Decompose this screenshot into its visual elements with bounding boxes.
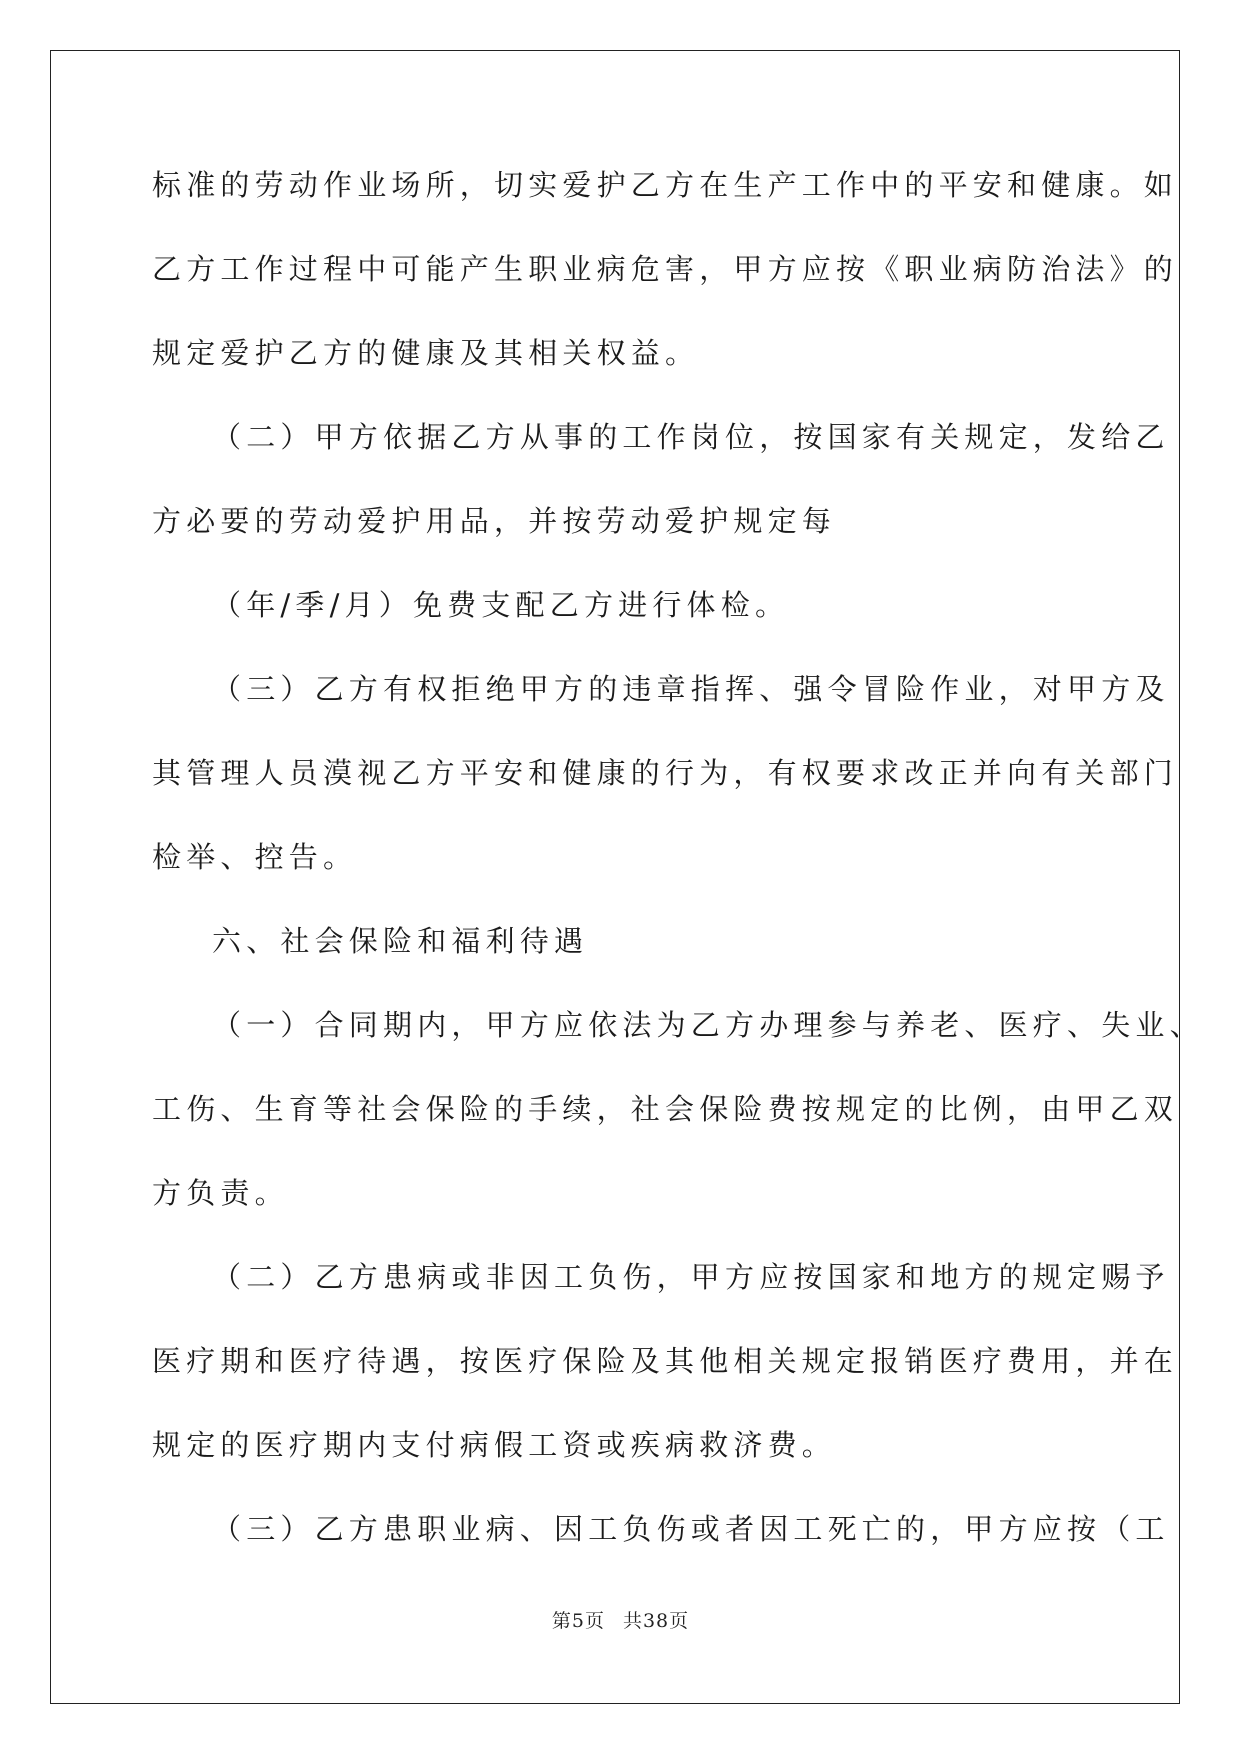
text-line-12: 工伤、生育等社会保险的手续，社会保险费按规定的比例，由甲乙双 — [152, 1092, 1179, 1126]
text-line-2: 乙方工作过程中可能产生职业病危害，甲方应按《职业病防治法》的 — [152, 252, 1179, 286]
current-page-number: 第5页 — [551, 1610, 605, 1632]
text-line-14: （二）乙方患病或非因工负伤，甲方应按国家和地方的规定赐予 — [212, 1260, 1170, 1294]
text-line-4: （二）甲方依据乙方从事的工作岗位，按国家有关规定，发给乙 — [212, 420, 1170, 454]
text-line-13: 方负责。 — [152, 1176, 289, 1210]
text-line-9: 检举、控告。 — [152, 840, 358, 874]
total-page-count: 共38页 — [622, 1610, 690, 1632]
document-body — [152, 160, 1204, 1588]
text-line-6: （年/季/月）免费支配乙方进行体检。 — [212, 588, 790, 622]
text-line-3: 规定爱护乙方的健康及其相关权益。 — [152, 336, 700, 370]
text-line-1: 标准的劳动作业场所，切实爱护乙方在生产工作中的平安和健康。如 — [152, 168, 1179, 202]
text-line-11: （一）合同期内，甲方应依法为乙方办理参与养老、医疗、失业、 — [212, 1008, 1204, 1042]
text-line-8: 其管理人员漠视乙方平安和健康的行为，有权要求改正并向有关部门 — [152, 756, 1179, 790]
section-heading: 六、社会保险和福利待遇 — [212, 924, 589, 958]
text-line-15: 医疗期和医疗待遇，按医疗保险及其他相关规定报销医疗费用，并在 — [152, 1344, 1179, 1378]
text-line-5: 方必要的劳动爱护用品，并按劳动爱护规定每 — [152, 504, 837, 538]
page-footer — [0, 1606, 1241, 1633]
text-line-7: （三）乙方有权拒绝甲方的违章指挥、强令冒险作业，对甲方及 — [212, 672, 1170, 706]
text-line-16: 规定的医疗期内支付病假工资或疾病救济费。 — [152, 1428, 837, 1462]
text-line-17: （三）乙方患职业病、因工负伤或者因工死亡的，甲方应按（工 — [212, 1512, 1170, 1546]
